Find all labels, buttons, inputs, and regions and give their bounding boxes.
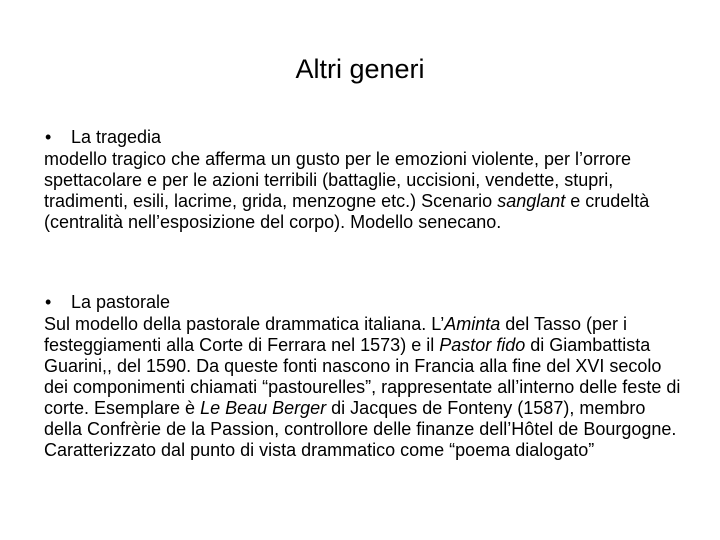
body-italic-segment: Pastor fido — [439, 335, 526, 355]
section-tragedia — [44, 127, 684, 233]
section-pastorale — [44, 292, 684, 461]
section-heading-label: La tragedia — [71, 127, 162, 147]
section-heading-label: La pastorale — [71, 292, 171, 312]
body-text-segment: di Jacques de Fonteny (1587), membro della Confrèrie de la Passion, controllore delle finanze dell’Hôtel de Bourgogne. Caratterizzato dal punto di vista drammatico come “poema dialogato” — [44, 398, 677, 460]
body-italic-segment: sanglant — [497, 191, 566, 211]
bullet-icon: • — [45, 127, 52, 147]
body-italic-segment: Le Beau Berger — [200, 398, 327, 418]
section-body — [44, 149, 684, 233]
body-text-segment: di Giambattista Guarini,, del 1590. Da queste fonti nascono in Francia alla fine del XVI secolo dei componimenti chiamati “pastourelles”, rappresentate all’interno delle feste di corte. Esemplare è — [44, 335, 681, 418]
body-italic-segment: Aminta — [444, 314, 501, 334]
section-heading — [44, 292, 684, 313]
body-text-segment: del Tasso (per i festeggiamenti alla Corte di Ferrara nel 1573) e il — [44, 314, 627, 355]
body-text-segment: modello tragico che afferma un gusto per le emozioni violente, per l’orrore spettacolare e per le azioni terribili (battaglie, uccisioni, vendette, stupri, tradimenti, esili, lacrime, grida, menzogne etc.) Scenario — [44, 149, 631, 211]
bullet-icon: • — [45, 292, 52, 312]
section-body — [44, 314, 684, 461]
slide-title: Altri generi — [295, 54, 425, 84]
section-heading — [44, 127, 684, 148]
body-text-segment: e crudeltà (centralità nell’esposizione del corpo). Modello senecano. — [44, 191, 650, 232]
body-text-segment: Sul modello della pastorale drammatica italiana. L’ — [44, 314, 445, 334]
